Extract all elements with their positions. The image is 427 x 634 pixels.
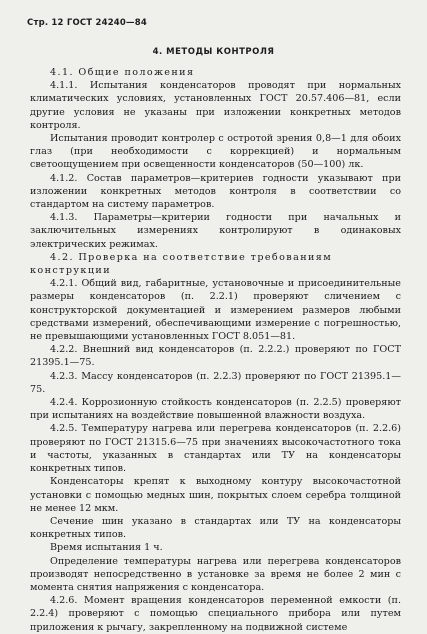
subsection-heading: 4.1. Общие положения	[50, 67, 195, 78]
paragraph: 4.2.3. Массу конденсаторов (п. 2.2.3) проверяют по ГОСТ 21395.1—75.	[30, 370, 401, 395]
paragraph: 4.1.3. Параметры—критерии годности при начальных и заключительных измерениях контролируют в одинаковых электрических режимах.	[30, 212, 401, 250]
paragraph: Время испытания 1 ч.	[50, 542, 163, 554]
paragraph: 4.2.6. Момент вращения конденсаторов переменной емкости (п. 2.2.4) проверяют с помощью специального прибора или путем приложения к рычагу, закрепленному на подвижной системе	[30, 595, 401, 633]
section-title: 4. МЕТОДЫ КОНТРОЛЯ	[152, 47, 275, 57]
paragraph: 4.1.1. Испытания конденсаторов проводят при нормальных климатических условиях, установленных ГОСТ 20.57.406—81, если другие условия не указаны при изложении конкретных методов контроля.	[30, 80, 401, 131]
page-header: Стр. 12 ГОСТ 24240—84	[27, 18, 147, 28]
paragraph: 4.2.5. Температуру нагрева или перегрева конденсаторов (п. 2.2.6) проверяют по ГОСТ 21315.6—75 при значениях высокочастотного тока и частоты, указанных в стандартах или ТУ на конденсаторы конкретных типов.	[30, 423, 401, 475]
paragraph: Сечение шин указано в стандартах или ТУ на конденсаторы конкретных типов.	[30, 515, 401, 541]
paragraph: 4.1.2. Состав параметров—критериев годности указывают при изложении конкретных методов контроля в соответствии со стандартом на систему параметров.	[30, 172, 401, 211]
paragraph: Конденсаторы крепят к выходному контуру высокочастотной установки с помощью медных шин, покрытых слоем серебра толщиной не менее 12 мкм.	[30, 476, 401, 514]
paragraph: Испытания проводит контролер с остротой зрения 0,8—1 для обоих глаз (при необходимости с коррекцией) и нормальным светоощущением при освещенности конденсаторов (50—100) лк.	[30, 133, 401, 171]
paragraph: 4.2.1. Общий вид, габаритные, установочные и присоединительные размеры конденсаторов (п. 2.2.1) проверяют сличением с конструкторской документацией и измерением размеров любыми средствами измерений, обеспечивающими измерение с погрешностью, не превышающими установленных ГОСТ 8.051—81.	[30, 278, 401, 343]
document-body	[30, 66, 401, 634]
paragraph: 4.2.4. Коррозионную стойкость конденсаторов (п. 2.2.5) проверяют при испытаниях на воздействие повышенной влажности воздуха.	[30, 397, 401, 422]
paragraph: 4.2.2. Внешний вид конденсаторов (п. 2.2.2.) проверяют по ГОСТ 21395.1—75.	[30, 344, 401, 369]
paragraph: Определение температуры нагрева или перегрева конденсаторов производят непосредственно в установке за время не более 2 мин с момента снятия напряжения с конденсатора.	[30, 555, 401, 593]
subsection-heading: 4.2. Проверка на соответствие требованиям конструкции	[30, 251, 333, 277]
